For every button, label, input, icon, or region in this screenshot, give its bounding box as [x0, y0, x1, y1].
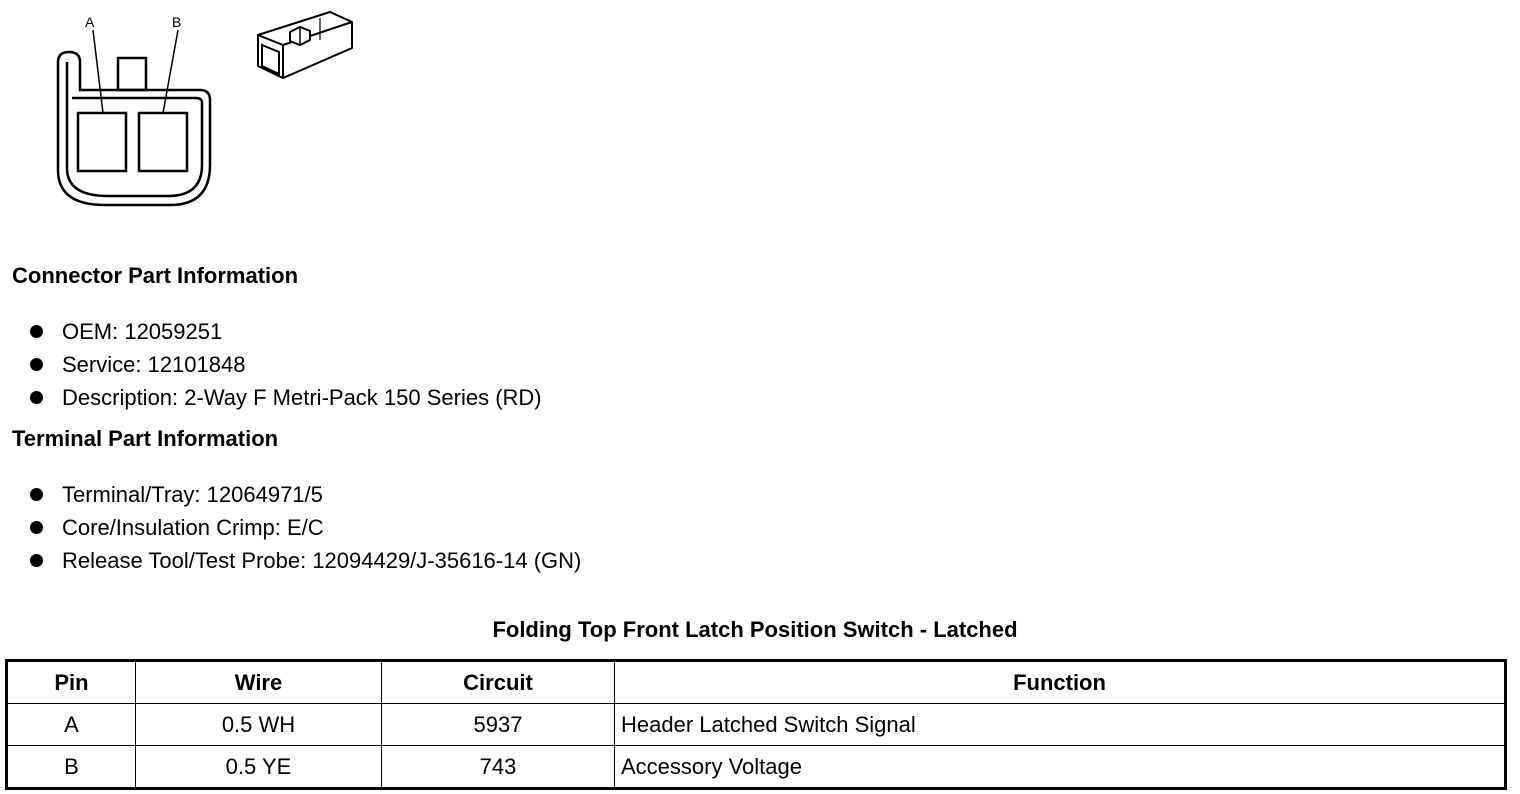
- bullet-icon: [30, 391, 43, 404]
- list-item: Release Tool/Test Probe: 12094429/J-35616-14 (GN): [30, 544, 581, 577]
- cell-wire: 0.5 YE: [136, 746, 382, 789]
- header-function: Function: [615, 661, 1506, 704]
- cavity-b: [139, 113, 187, 171]
- bullet-icon: [30, 358, 43, 371]
- cell-pin: A: [7, 704, 136, 746]
- table-row: [7, 704, 1506, 746]
- terminal-part-info-list: [30, 478, 581, 577]
- bullet-icon: [30, 488, 43, 501]
- header-circuit: Circuit: [382, 661, 615, 704]
- table-header-row: [7, 661, 1506, 704]
- cell-wire: 0.5 WH: [136, 704, 382, 746]
- connector-key: [118, 58, 146, 90]
- cell-circuit: 743: [382, 746, 615, 789]
- header-pin: Pin: [7, 661, 136, 704]
- connector-part-info-list: [30, 315, 542, 414]
- pin-label-a: A: [85, 14, 95, 30]
- bullet-icon: [30, 554, 43, 567]
- cell-function: Accessory Voltage: [615, 746, 1506, 789]
- header-wire: Wire: [136, 661, 382, 704]
- list-item: Service: 12101848: [30, 348, 542, 381]
- cell-circuit: 5937: [382, 704, 615, 746]
- list-item: Description: 2-Way F Metri-Pack 150 Series (RD): [30, 381, 542, 414]
- list-item: Terminal/Tray: 12064971/5: [30, 478, 581, 511]
- table-title: Folding Top Front Latch Position Switch - Latched: [492, 617, 1018, 642]
- table-row: [7, 746, 1506, 789]
- cell-pin: B: [7, 746, 136, 789]
- cavity-a: [78, 113, 126, 171]
- pinout-table: [5, 659, 1507, 790]
- bullet-icon: [30, 521, 43, 534]
- terminal-part-info-heading: Terminal Part Information: [12, 426, 279, 451]
- cell-function: Header Latched Switch Signal: [615, 704, 1506, 746]
- pin-label-b: B: [172, 14, 182, 30]
- connector-diagram: [0, 0, 380, 230]
- list-item: OEM: 12059251: [30, 315, 542, 348]
- bullet-icon: [30, 325, 43, 338]
- connector-isometric-icon: [258, 12, 352, 78]
- connector-part-info-heading: Connector Part Information: [12, 263, 299, 288]
- list-item: Core/Insulation Crimp: E/C: [30, 511, 581, 544]
